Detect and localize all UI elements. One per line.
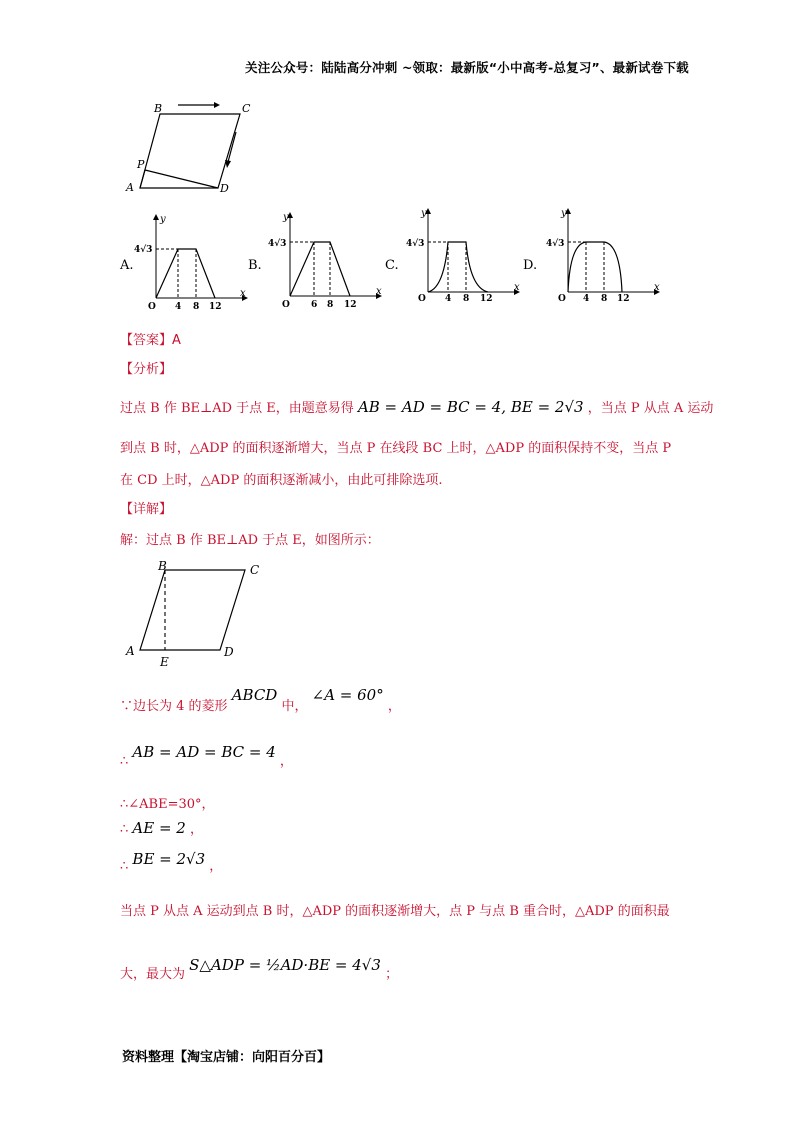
detail-intro: 解：过点 B 作 BE⊥AD 于点 E，如图所示： bbox=[120, 533, 380, 548]
ymax-label: 4√3 bbox=[406, 239, 425, 249]
label-C: C bbox=[250, 563, 260, 577]
step-text: ； bbox=[385, 967, 399, 982]
step-math: AB = AD = BC = 4 bbox=[132, 743, 276, 761]
analysis-line-2: 到点 B 时，△ADP 的面积逐渐增大，当点 P 在线段 BC 上时，△ADP 的面积保持不变，当点 P bbox=[120, 441, 672, 456]
ymax-label: 4√3 bbox=[134, 245, 153, 255]
step-3: ∴∠ABE=30°， bbox=[120, 797, 215, 812]
step-math: BE = 2√3 bbox=[132, 850, 206, 868]
tick: 12 bbox=[209, 302, 222, 312]
answer-line bbox=[120, 329, 181, 348]
label-B: B bbox=[154, 102, 163, 115]
step-2 bbox=[120, 742, 293, 769]
analysis-text: ，当点 P 从点 A 运动 bbox=[587, 401, 714, 416]
label-A: A bbox=[126, 644, 135, 658]
analysis-tag: 【分析】 bbox=[120, 362, 173, 377]
label-E: E bbox=[160, 655, 169, 669]
y-axis-label: y bbox=[421, 208, 427, 219]
detail-paragraph-2 bbox=[120, 956, 399, 982]
origin-label: O bbox=[558, 294, 566, 304]
step-text: 中， bbox=[281, 699, 308, 714]
tick: 8 bbox=[601, 294, 608, 304]
tick: 12 bbox=[480, 294, 493, 304]
tick: 4 bbox=[445, 294, 452, 304]
tick: 4 bbox=[175, 302, 182, 312]
option-c-graph bbox=[404, 204, 526, 302]
step-math: ABCD bbox=[231, 686, 278, 704]
tick: 8 bbox=[193, 302, 200, 312]
x-axis-label: x bbox=[514, 282, 520, 293]
label-D: D bbox=[220, 182, 229, 195]
tick: 4 bbox=[583, 294, 590, 304]
therefore-symbol: ∴ bbox=[120, 859, 129, 874]
page-header: 关注公众号：陆陆高分冲刺 ~领取：最新版“小中高考-总复习”、最新试卷下载 bbox=[245, 60, 689, 75]
option-c-label: C. bbox=[385, 258, 399, 273]
y-axis-label: y bbox=[160, 214, 166, 225]
ymax-label: 4√3 bbox=[268, 239, 287, 249]
label-P: P bbox=[137, 158, 145, 171]
step-4 bbox=[120, 818, 203, 837]
step-math: ∠A = 60° bbox=[311, 686, 384, 704]
label-B: B bbox=[158, 559, 167, 573]
answer-tag: 【答案】 bbox=[120, 333, 173, 348]
option-b-label: B. bbox=[248, 258, 262, 273]
detail-tag: 【详解】 bbox=[120, 502, 173, 517]
therefore-symbol: ∴ bbox=[120, 754, 129, 769]
step-text: ， bbox=[279, 754, 293, 769]
option-d-label: D. bbox=[523, 258, 538, 273]
origin-label: O bbox=[148, 302, 156, 312]
step-text: ， bbox=[387, 699, 401, 714]
page-footer: 资料整理【淘宝店铺：向阳百分百】 bbox=[122, 1050, 331, 1065]
rhombus-figure-top bbox=[118, 98, 258, 198]
y-axis-label: y bbox=[283, 212, 289, 223]
x-axis-label: x bbox=[240, 288, 246, 299]
analysis-line-3: 在 CD 上时，△ADP 的面积逐渐减小，由此可排除选项. bbox=[120, 473, 443, 488]
x-axis-label: x bbox=[654, 282, 660, 293]
step-text: 大，最大为 bbox=[120, 967, 186, 982]
origin-label: O bbox=[418, 294, 426, 304]
y-axis-label: y bbox=[561, 208, 567, 219]
tick: 12 bbox=[617, 294, 630, 304]
step-1 bbox=[120, 686, 401, 714]
option-a-label: A. bbox=[120, 258, 134, 273]
step-math: AE = 2 bbox=[132, 819, 186, 837]
step-text: ∵边长为 4 的菱形 bbox=[120, 699, 228, 714]
option-d-graph bbox=[542, 204, 666, 302]
x-axis-label: x bbox=[376, 286, 382, 297]
answer-value: A bbox=[172, 333, 181, 348]
option-a-graph bbox=[134, 212, 250, 312]
area-formula: S△ADP = ½AD·BE = 4√3 bbox=[189, 956, 381, 974]
analysis-text: 过点 B 作 BE⊥AD 于点 E，由题意易得 bbox=[120, 401, 354, 416]
ymax-label: 4√3 bbox=[546, 239, 565, 249]
analysis-line-1 bbox=[120, 397, 713, 416]
analysis-math: AB = AD = BC = 4, BE = 2√3 bbox=[357, 398, 584, 416]
label-A: A bbox=[126, 181, 134, 194]
tick: 12 bbox=[344, 300, 357, 310]
step-text: ， bbox=[209, 859, 223, 874]
therefore-symbol: ∴ bbox=[120, 822, 129, 837]
option-b-graph bbox=[268, 210, 388, 310]
label-C: C bbox=[242, 102, 251, 115]
label-D: D bbox=[224, 645, 234, 659]
tick: 6 bbox=[311, 300, 318, 310]
step-text: ， bbox=[190, 822, 204, 837]
tick: 8 bbox=[327, 300, 334, 310]
rhombus-figure-detail bbox=[120, 558, 270, 670]
origin-label: O bbox=[282, 300, 290, 310]
step-5 bbox=[120, 849, 223, 874]
detail-paragraph-1: 当点 P 从点 A 运动到点 B 时，△ADP 的面积逐渐增大，点 P 与点 B 重合时，△ADP 的面积最 bbox=[120, 904, 670, 919]
tick: 8 bbox=[463, 294, 470, 304]
